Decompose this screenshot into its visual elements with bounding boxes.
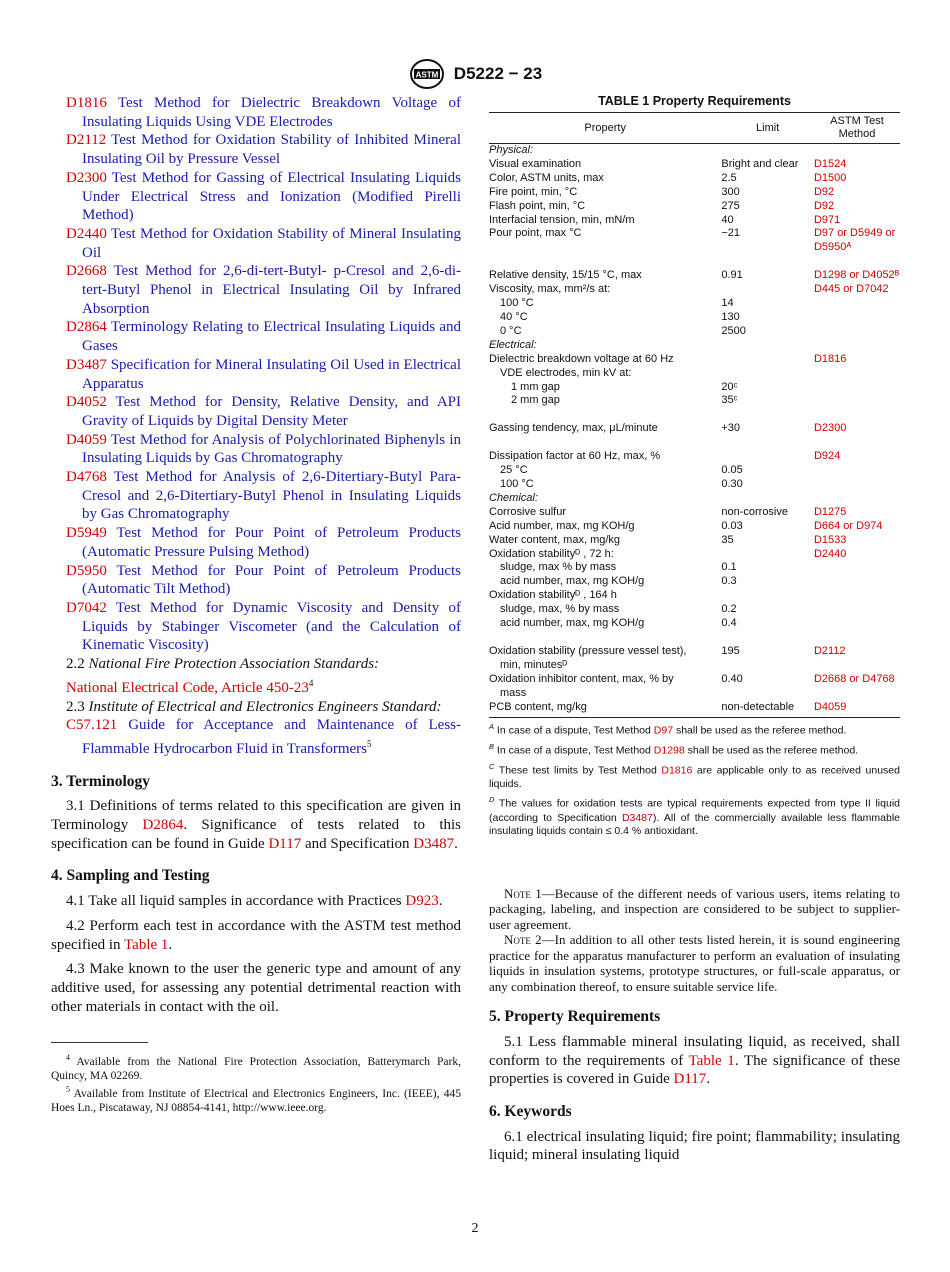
cell-limit: 275	[721, 199, 740, 212]
reference-title: Test Method for Oxidation Stability of Inhibited Mineral Insulating Oil by Pressure Vessel	[82, 132, 461, 168]
table-row	[489, 394, 900, 408]
table-row	[489, 506, 900, 520]
link-d117[interactable]: D117	[268, 835, 302, 852]
table-row	[489, 408, 900, 436]
reference-code-link[interactable]: D4768	[66, 469, 107, 486]
table-row	[489, 520, 900, 534]
cell-limit: 2500	[721, 324, 746, 337]
cell-limit	[721, 367, 814, 381]
link-d3487[interactable]: D3487	[413, 835, 455, 852]
reference-item[interactable]	[51, 131, 461, 168]
cell-property: Physical:	[489, 144, 534, 156]
table-row	[489, 241, 900, 255]
cell-method-link[interactable]	[814, 394, 900, 408]
cell-method-link[interactable]: D2668 or D4768	[813, 672, 895, 685]
reference-code-link[interactable]: D4052	[66, 394, 107, 411]
table-row	[489, 687, 900, 701]
reference-code-link[interactable]: D5950	[66, 562, 107, 579]
cell-method-link[interactable]: D92	[813, 199, 835, 212]
cell-property: acid number, max, mg KOH/g	[500, 575, 645, 588]
cell-property: Acid number, max, mg KOH/g	[489, 519, 635, 532]
reference-code-link[interactable]: D4059	[66, 431, 107, 448]
cell-method-link[interactable]	[814, 325, 900, 339]
section-4-1: 4.1 Take all liquid samples in accordance with Practices D923.	[66, 893, 443, 910]
cell-method-link[interactable]	[814, 659, 900, 673]
reference-item[interactable]	[51, 468, 461, 524]
cell-limit: 2.5	[721, 171, 737, 184]
cell-method-link[interactable]: D1298 or D4052ᴮ	[813, 269, 900, 282]
cell-limit: Bright and clear	[721, 157, 799, 170]
reference-item[interactable]	[51, 562, 461, 599]
cell-limit: 0.2	[721, 603, 737, 616]
cell-property: Oxidation stabilityᴰ , 72 h:	[489, 547, 614, 560]
cell-property: Dielectric breakdown voltage at 60 Hz	[489, 352, 674, 365]
table-row	[489, 200, 900, 214]
cell-method-link[interactable]	[814, 561, 900, 575]
section-3-heading: 3. Terminology	[51, 772, 151, 790]
cell-method-link[interactable]: D971	[813, 213, 841, 226]
cell-limit	[721, 589, 814, 603]
table-row	[489, 227, 900, 241]
cell-property: Viscosity, max, mm²/s at:	[489, 283, 611, 296]
cell-limit	[721, 241, 814, 255]
cell-method-link[interactable]	[814, 575, 900, 589]
reference-title: Test Method for Dielectric Breakdown Voltage of Insulating Liquids Using VDE Electrodes	[82, 95, 461, 130]
right-column	[489, 94, 900, 1165]
cell-limit: 0.3	[721, 575, 737, 588]
link-d923[interactable]: D923	[405, 893, 439, 910]
left-column	[51, 94, 461, 1115]
cell-property: 2 mm gap	[511, 394, 560, 407]
svg-text:ASTM: ASTM	[415, 70, 439, 80]
reference-code-link[interactable]: D2112	[66, 132, 107, 149]
cell-method-link[interactable]	[814, 311, 900, 325]
cell-method-link[interactable]	[814, 589, 900, 603]
cell-property: sludge, max % by mass	[500, 561, 617, 574]
cell-property: Gassing tendency, max, μL/minute	[489, 422, 658, 435]
cell-limit: 40	[721, 213, 734, 226]
cell-limit	[721, 144, 814, 158]
table-title: TABLE 1 Property Requirements	[598, 94, 791, 108]
cell-property: Chemical:	[489, 491, 538, 504]
table-row	[489, 297, 900, 311]
cell-property: 25 °C	[500, 464, 528, 477]
footnote-link[interactable]: D1816	[661, 764, 693, 777]
cell-property: Interfacial tension, min, mN/m	[489, 213, 635, 226]
document-designation: D5222 − 23	[453, 64, 543, 83]
cell-property: Oxidation inhibitor content, max, % by	[489, 672, 674, 685]
cell-property: Water content, max, mg/kg	[489, 533, 621, 546]
table-row	[489, 214, 900, 228]
cell-limit: 0.05	[721, 464, 743, 477]
link-d117[interactable]: D117	[673, 1071, 707, 1088]
reference-title: Test Method for Dynamic Viscosity and Density of Liquids by Stabinger Viscometer (and the Calculation of Kinematic Viscosity)	[82, 599, 461, 654]
section-4-2: 4.2 Perform each test in accordance with the ASTM test method specified in Table 1.	[51, 917, 461, 953]
footnote-link[interactable]: D1298	[653, 744, 685, 757]
col-header-property: Property	[489, 113, 721, 144]
cell-method-link[interactable]: D4059	[814, 701, 900, 717]
cell-property: Relative density, 15/15 °C, max	[489, 269, 642, 282]
table-row	[489, 464, 900, 478]
reference-item[interactable]	[51, 393, 461, 430]
reference-title: Test Method for Pour Point of Petroleum Products (Automatic Pressure Pulsing Method)	[82, 525, 461, 560]
section-4-heading: 4. Sampling and Testing	[51, 867, 210, 885]
table-row	[489, 339, 900, 353]
ieee-reference[interactable]: C57.121 Guide for Acceptance and Maintenance of Less-Flammable Hydrocarbon Fluid in Transformers$^5$	[66, 717, 462, 757]
cell-limit: 20ᶜ	[721, 380, 738, 393]
footnote-divider	[51, 1042, 148, 1043]
cell-property: sludge, max, % by mass	[500, 603, 620, 616]
cell-property: Visual examination	[489, 157, 582, 170]
reference-item[interactable]	[51, 225, 461, 262]
table-row	[489, 381, 900, 395]
section-6-heading: 6. Keywords	[489, 1103, 572, 1120]
cell-limit: non-corrosive	[721, 505, 788, 518]
cell-method-link[interactable]: D1524	[813, 157, 847, 170]
reference-code-link[interactable]: D7042	[66, 599, 107, 616]
table-row	[489, 617, 900, 631]
cell-method-link[interactable]	[814, 144, 900, 158]
table-row	[489, 172, 900, 186]
reference-item[interactable]	[51, 169, 461, 225]
cell-method-link[interactable]: D97 or D5949 or	[813, 227, 896, 240]
cell-limit	[721, 283, 814, 297]
table-row	[489, 548, 900, 562]
section-3-1: 3.1 Definitions of terms related to this specification are given in Terminology D2864. Significance of tests related to this specification can be found in Guide D117 and Specification D3487.	[51, 798, 461, 852]
cell-method-link[interactable]: D92	[813, 185, 835, 198]
cell-method-link[interactable]	[814, 617, 900, 631]
link-table-1[interactable]: Table 1	[688, 1052, 735, 1069]
cell-property: PCB content, mg/kg	[489, 701, 721, 717]
cell-property: Dissipation factor at 60 Hz, max, %	[489, 450, 661, 463]
table-row	[489, 283, 900, 297]
footnote-5: $^5$ Available from Institute of Electrical and Electronics Engineers, Inc. (IEEE), 445 Hoes Ln., Piscataway, NJ 08854-4141, http://www.ieee.org.	[51, 1085, 461, 1114]
reference-title: Specification for Mineral Insulating Oil Used in Electrical Apparatus	[82, 356, 462, 392]
cell-limit: 0.1	[721, 561, 737, 574]
cell-property: Oxidation stabilityᴰ , 164 h	[489, 589, 617, 602]
cell-limit: 35	[721, 533, 734, 546]
table-row	[489, 144, 900, 158]
cell-limit	[721, 436, 814, 464]
table-row	[489, 659, 900, 673]
cell-limit: +30	[721, 422, 741, 435]
section-5-heading: 5. Property Requirements	[489, 1008, 661, 1026]
cell-limit	[721, 339, 814, 353]
reference-code-link[interactable]: D5949	[66, 525, 107, 542]
referenced-documents-list	[51, 94, 461, 655]
cell-limit: 0.4	[721, 617, 737, 630]
reference-title: Test Method for Pour Point of Petroleum Products (Automatic Tilt Method)	[82, 562, 461, 598]
cell-method-link[interactable]: D924	[813, 450, 841, 463]
table-row	[489, 186, 900, 200]
cell-property: acid number, max, mg KOH/g	[500, 617, 645, 630]
link-d2864[interactable]: D2864	[142, 817, 184, 834]
table-row	[489, 367, 900, 381]
table-footnote: $^A$ In case of a dispute, Test Method D97 shall be used as the referee method.	[489, 721, 847, 737]
cell-limit: 130	[721, 310, 740, 323]
table-row	[489, 534, 900, 548]
reference-item[interactable]	[51, 356, 461, 393]
table-row	[489, 478, 900, 492]
table-row	[489, 561, 900, 575]
cell-method-link[interactable]	[814, 687, 900, 701]
cell-property: Corrosive sulfur	[489, 505, 567, 518]
cell-method-link[interactable]: D2440	[813, 547, 847, 560]
section-5-1: 5.1 Less flammable mineral insulating liquid, as received, shall conform to the requirements of Table 1. The significance of these properties is covered in Guide D117.	[489, 1033, 900, 1088]
footnote-link[interactable]: D97	[653, 724, 674, 737]
reference-title: Test Method for Analysis of 2,6-Ditertiary-Butyl Para-Cresol and 2,6-Ditertiary-Butyl Phenol in Insulating Liquids by Gas Chromatography	[82, 469, 462, 523]
section-2-2: 2.2 National Fire Protection Association Standards:	[66, 656, 380, 673]
cell-method-link[interactable]: D445 or D7042	[813, 283, 889, 296]
cell-limit: 0.91	[721, 269, 743, 282]
reference-code-link[interactable]: D2300	[66, 169, 107, 186]
cell-limit	[721, 659, 814, 673]
cell-property: 100 °C	[500, 297, 534, 310]
reference-item[interactable]	[51, 431, 461, 468]
nec-reference[interactable]: National Electrical Code, Article $450-23^4$	[66, 677, 314, 696]
reference-item[interactable]	[51, 599, 461, 655]
cell-limit: −21	[721, 227, 741, 240]
footnote-link[interactable]: D3487	[621, 811, 653, 824]
cell-method-link[interactable]	[814, 381, 900, 395]
cell-method-link[interactable]: D1533	[813, 533, 847, 546]
cell-method-link[interactable]: D664 or D974	[813, 519, 883, 532]
cell-property: 1 mm gap	[511, 380, 560, 393]
table-row	[489, 631, 900, 659]
reference-title: Test Method for 2,6-di-tert-Butyl- p-Cresol and 2,6-di-tert-Butyl Phenol in Electrical Insulating Oil by Infrared Absorption	[82, 263, 461, 317]
page-number: 2	[471, 1221, 479, 1236]
table-row	[489, 255, 900, 283]
cell-property: 0 °C	[500, 324, 522, 337]
table-row	[489, 575, 900, 589]
cell-method-link[interactable]	[814, 464, 900, 478]
cell-limit: 0.40	[721, 672, 743, 685]
notes-block	[489, 886, 900, 995]
table-footnotes	[489, 720, 900, 839]
cell-method-link[interactable]	[814, 603, 900, 617]
table-row	[489, 436, 900, 464]
link-table-1[interactable]: Table 1	[124, 936, 169, 953]
cell-method-link[interactable]: D1500	[813, 171, 847, 184]
reference-code-link[interactable]: D3487	[66, 356, 107, 373]
cell-limit	[721, 492, 814, 506]
reference-item[interactable]	[51, 318, 461, 355]
cell-method-link[interactable]: D2300	[813, 422, 847, 435]
table-row	[489, 158, 900, 172]
section-2-3: 2.3 Institute of Electrical and Electronics Engineers Standard:	[66, 698, 442, 715]
footnote-4: $^4$ Available from the National Fire Protection Association, Batterymarch Park, Quincy, MA 02269.	[51, 1053, 461, 1083]
cell-property: Fire point, min, °C	[489, 185, 578, 198]
cell-property: Electrical:	[489, 338, 537, 351]
cell-property: 40 °C	[500, 310, 528, 323]
reference-code-link[interactable]: D2864	[66, 319, 107, 336]
reference-title: Test Method for Analysis of Polychlorinated Biphenyls in Insulating Liquids by Gas Chromatography	[82, 431, 461, 467]
cell-property	[489, 241, 721, 255]
reference-item[interactable]	[51, 524, 461, 561]
table-footnote: $^C$ These test limits by Test Method D1816 are applicable only to as received unused liquids.	[489, 761, 900, 790]
section-4-3: 4.3 Make known to the user the generic type and amount of any additive used, for assessing any potential detrimental reaction with other materials in contact with the oil.	[51, 961, 461, 1015]
cell-method-link[interactable]: D1816	[813, 352, 847, 365]
cell-method-link[interactable]	[814, 478, 900, 492]
cell-limit: 0.03	[721, 519, 743, 532]
cell-limit	[721, 687, 814, 701]
cell-method-link[interactable]: D1275	[813, 505, 847, 518]
section-6-1: 6.1 electrical insulating liquid; fire point; flammability; insulating liquid; mineral insulating liquid	[489, 1128, 900, 1164]
cell-property: Pour point, max °C	[489, 227, 582, 240]
note-2: Note 2—In addition to all other tests listed herein, it is sound engineering practice for the apparatus manufacturer to perform an evaluation of insulating liquids in insulation systems, prototype structures, or full-scale apparatus, or any combination thereof, to ensure suitable service life.	[489, 932, 900, 994]
cell-property: Color, ASTM units, max	[489, 171, 604, 184]
cell-property: 100 °C	[500, 478, 534, 491]
cell-property: Flash point, min, °C	[489, 199, 586, 212]
cell-property: min, minutesᴰ	[500, 658, 568, 671]
table-row	[489, 353, 900, 367]
reference-title: Test Method for Density, Relative Density, and API Gravity of Liquids by Digital Density Meter	[82, 394, 461, 429]
table-row	[489, 701, 900, 717]
cell-method-link[interactable]	[814, 297, 900, 311]
property-requirements-table	[489, 112, 900, 718]
col-header-limit: Limit	[721, 113, 814, 144]
reference-code-link[interactable]: D2668	[66, 263, 107, 280]
table-row	[489, 325, 900, 339]
reference-item[interactable]	[51, 262, 461, 318]
cell-limit: 195	[721, 645, 740, 657]
note-1: Note 1—Because of the different needs of various users, items relating to packaging, labeling, and inspection are considered to be subject to supplier-user agreement.	[489, 885, 901, 932]
reference-title: Test Method for Oxidation Stability of Mineral Insulating Oil	[82, 225, 462, 261]
cell-property: Oxidation stability (pressure vessel test),	[489, 645, 687, 657]
col-header-method: ASTM Test Method	[814, 113, 900, 144]
cell-method-link[interactable]: D5950ᴬ	[813, 241, 852, 254]
cell-method-link[interactable]	[814, 492, 900, 506]
reference-title: Test Method for Gassing of Electrical Insulating Liquids Under Electrical Stress and Ionization (Modified Pirelli Method)	[82, 169, 461, 224]
table-row	[489, 492, 900, 506]
cell-limit: non-detectable	[721, 701, 814, 717]
page-header	[0, 58, 950, 90]
reference-code-link[interactable]: D2440	[66, 225, 107, 242]
cell-limit: 35ᶜ	[721, 394, 738, 407]
astm-logo-icon	[408, 58, 446, 90]
reference-title: Terminology Relating to Electrical Insulating Liquids and Gases	[82, 319, 461, 355]
reference-item[interactable]	[51, 94, 461, 131]
table-row	[489, 311, 900, 325]
table-footnote: $^B$ In case of a dispute, Test Method D1298 shall be used as the referee method.	[489, 741, 859, 757]
cell-limit	[721, 353, 814, 367]
table-row	[489, 603, 900, 617]
cell-limit: 300	[721, 185, 740, 198]
cell-limit	[721, 548, 814, 562]
cell-limit: 14	[721, 297, 734, 310]
cell-property: VDE electrodes, min kV at:	[500, 366, 632, 379]
cell-method-link[interactable]	[814, 367, 900, 381]
cell-method-link[interactable]	[814, 339, 900, 353]
table-row	[489, 589, 900, 603]
table-row	[489, 673, 900, 687]
table-footnote: $^D$ The values for oxidation tests are typical requirements expected from type II liquid (according to Specification D3487). All of the commercially available less flammable insulating liquids contain ≤ 0.4 % antioxidant.	[489, 795, 900, 838]
cell-property: mass	[500, 686, 527, 699]
cell-limit: 0.30	[721, 478, 743, 491]
reference-code-link[interactable]: D1816	[66, 95, 107, 111]
cell-method-link[interactable]: D2112	[813, 645, 846, 657]
